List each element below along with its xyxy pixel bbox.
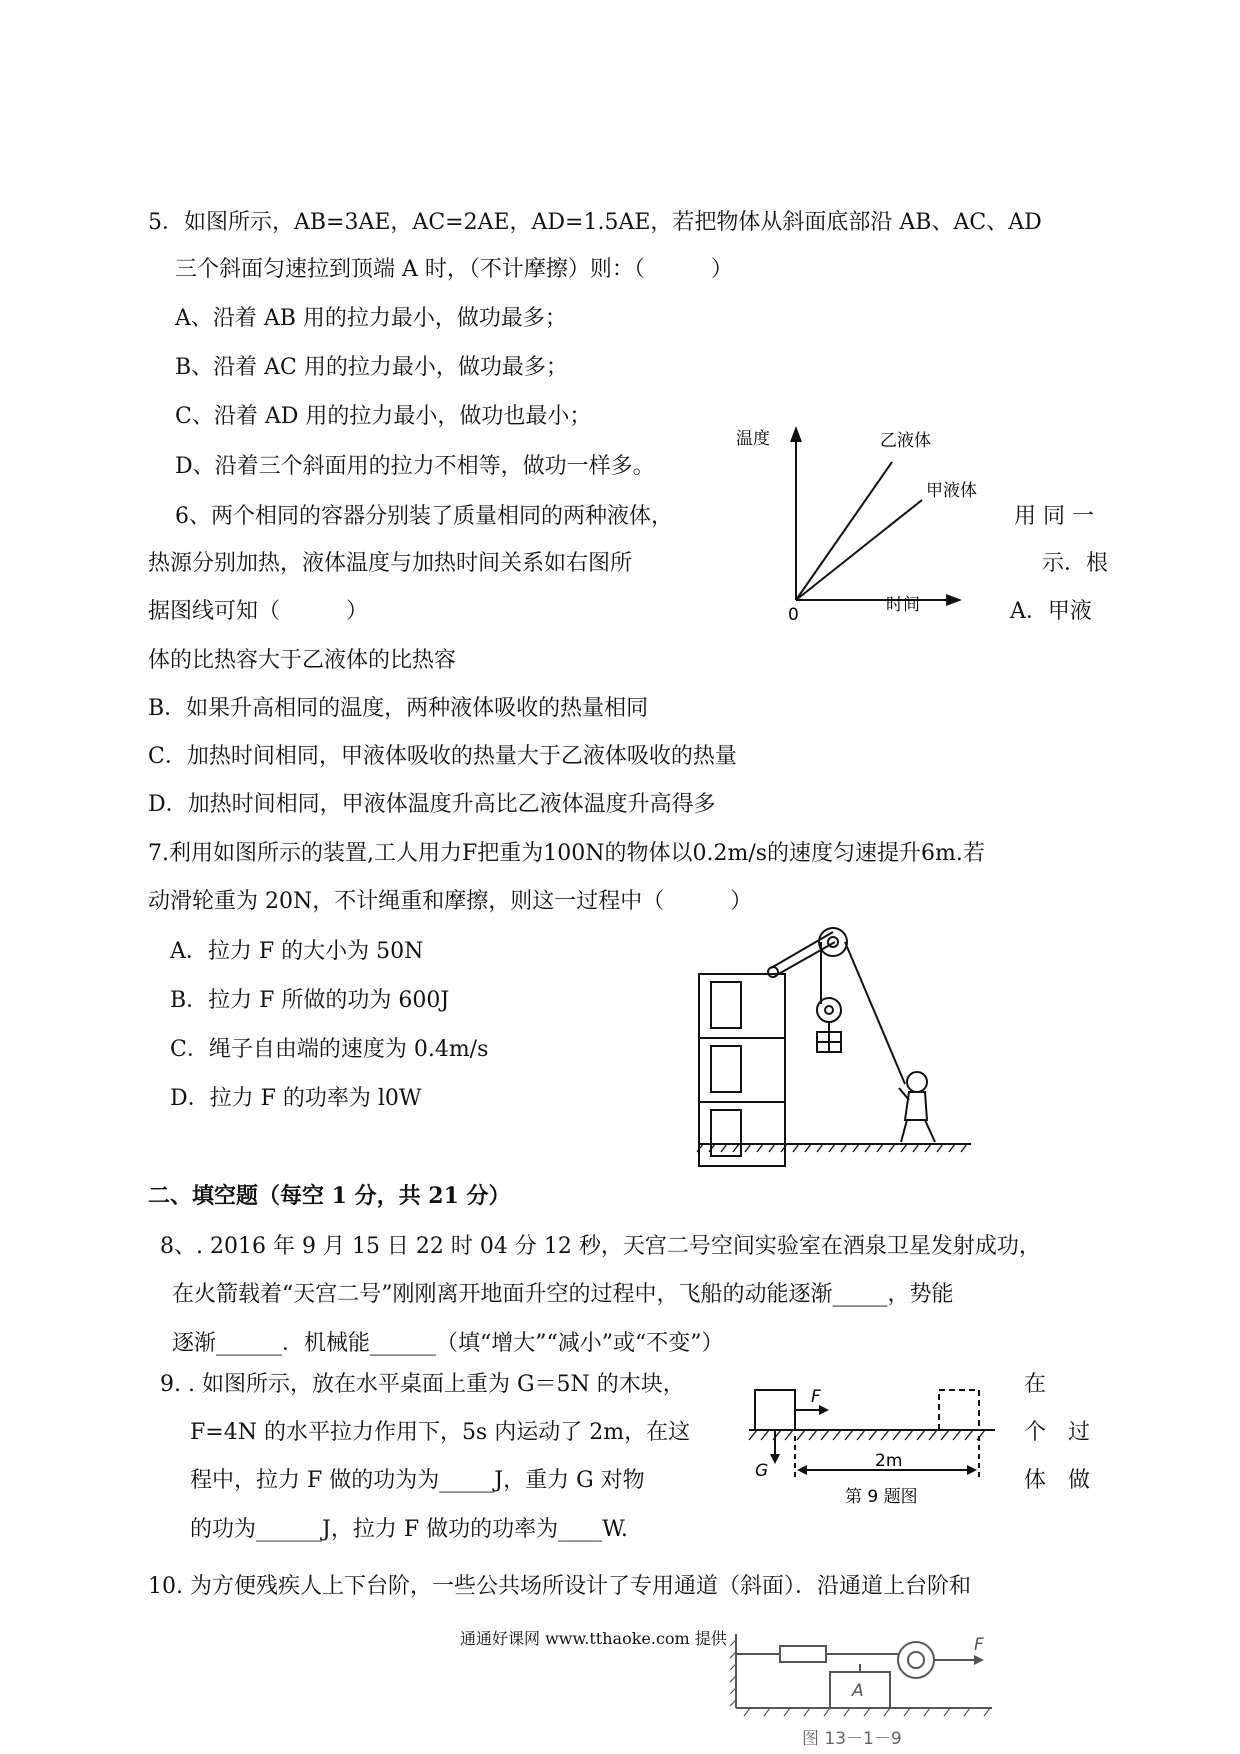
q5-option-c: C、沿着 AD 用的拉力最小，做功也最小； [175, 404, 592, 429]
q6-stem-line3-right: A．甲液 [1010, 599, 1092, 624]
fig13-block-label: A [852, 1681, 864, 1701]
graph-series-yi: 乙液体 [880, 431, 931, 451]
q5-option-d: D、沿着三个斜面用的拉力不相等，做功一样多。 [175, 454, 655, 479]
graph-series-jia: 甲液体 [926, 481, 977, 501]
q10-stem-line1: 10. 为方便残疾人上下台阶，一些公共场所设计了专用通道（斜面）．沿通道上台阶和 [148, 1574, 971, 1599]
q7-option-b: B．拉力 F 所做的功为 600J [170, 988, 450, 1013]
series-line-jia [796, 500, 922, 600]
fig13-force-label: F [974, 1635, 984, 1655]
q6-stem-line2-right: 示．根 [1042, 551, 1109, 576]
q8-stem-line3: 逐渐______．机械能______（填“增大”“减小”或“不变”） [172, 1331, 724, 1356]
q9-stem-line3: 程中，拉力 F 做的功为为_____J，重力 G 对物 [190, 1468, 645, 1493]
q5-stem-line2: 三个斜面匀速拉到顶端 A 时，（不计摩擦）则：（ ） [175, 257, 733, 282]
q9-stem-line1-right: 在 [1024, 1372, 1047, 1397]
q6-stem-line4: 体的比热容大于乙液体的比热容 [148, 648, 457, 673]
q8-stem-line1: 8、. 2016 年 9 月 15 日 22 时 04 分 12 秒，天宫二号空间实验室在酒泉卫星发射成功， [160, 1234, 1041, 1259]
q9-force-label: F [811, 1387, 821, 1407]
q6-option-d: D．加热时间相同，甲液体温度升高比乙液体温度升高得多 [148, 792, 716, 817]
graph-xlabel: 时间 [886, 595, 920, 615]
q5-option-b: B、沿着 AC 用的拉力最小，做功最多； [175, 355, 568, 380]
q6-stem-line2: 热源分别加热，液体温度与加热时间关系如右图所 [148, 551, 633, 576]
q7-option-d: D．拉力 F 的功率为 l0W [170, 1086, 422, 1111]
q6-option-c: C．加热时间相同，甲液体吸收的热量大于乙液体吸收的热量 [148, 744, 737, 769]
q7-option-a: A．拉力 F 的大小为 50N [170, 939, 424, 964]
fig13-caption: 图 13－1－9 [802, 1729, 902, 1749]
ground-hatching [697, 1144, 967, 1152]
q9-stem-line2-right: 个 过 [1024, 1420, 1091, 1445]
footer-source: 通通好课网 www.tthaoke.com 提供 [460, 1629, 727, 1648]
graph-origin: 0 [788, 605, 799, 625]
q9-stem-line4: 的功为______J，拉力 F 做功的功率为____W. [190, 1517, 628, 1542]
q6-stem-line1-right: 用 同 一 [1014, 504, 1094, 529]
temperature-time-graph [736, 420, 990, 625]
q9-stem-line1: 9. . 如图所示，放在水平桌面上重为 G＝5N 的木块， [160, 1372, 685, 1397]
q9-distance-label: 2m [875, 1451, 903, 1471]
q9-figure-caption: 第 9 题图 [845, 1487, 918, 1507]
q5-option-a: A、沿着 AB 用的拉力最小，做功最多； [175, 306, 567, 331]
fig-13-1-9 [730, 1620, 1010, 1750]
q9-stem-line2: F=4N 的水平拉力作用下，5s 内运动了 2m，在这 [190, 1420, 691, 1445]
section-2-title: 二、填空题（每空 1 分，共 21 分） [148, 1183, 511, 1209]
q6-stem-line3: 据图线可知（ ） [148, 599, 369, 624]
q8-stem-line2: 在火箭载着“天宫二号”刚刚离开地面升空的过程中，飞船的动能逐渐_____，势能 [172, 1282, 954, 1307]
q6-option-b: B．如果升高相同的温度，两种液体吸收的热量相同 [148, 696, 649, 721]
q7-stem-line1: 7.利用如图所示的装置,工人用力F把重为100N的物体以0.2m/s的速度匀速提升6m.若 [148, 841, 985, 866]
q6-stem-line1: 6、两个相同的容器分别装了质量相同的两种液体， [175, 504, 673, 529]
q7-stem-line2: 动滑轮重为 20N，不计绳重和摩擦，则这一过程中（ ） [148, 889, 753, 914]
q9-stem-line3-right: 体 做 [1024, 1468, 1091, 1493]
q5-stem-line1: 5．如图所示，AB=3AE，AC=2AE，AD=1.5AE，若把物体从斜面底部沿 AB、AC、AD [148, 210, 1042, 235]
pulley-worker-figure [695, 920, 975, 1160]
q9-weight-label: G [755, 1461, 769, 1481]
graph-ylabel: 温度 [736, 429, 770, 449]
q9-block-figure [745, 1372, 1010, 1512]
series-line-yi [796, 462, 892, 600]
q7-option-c: C．绳子自由端的速度为 0.4m/s [170, 1037, 489, 1062]
